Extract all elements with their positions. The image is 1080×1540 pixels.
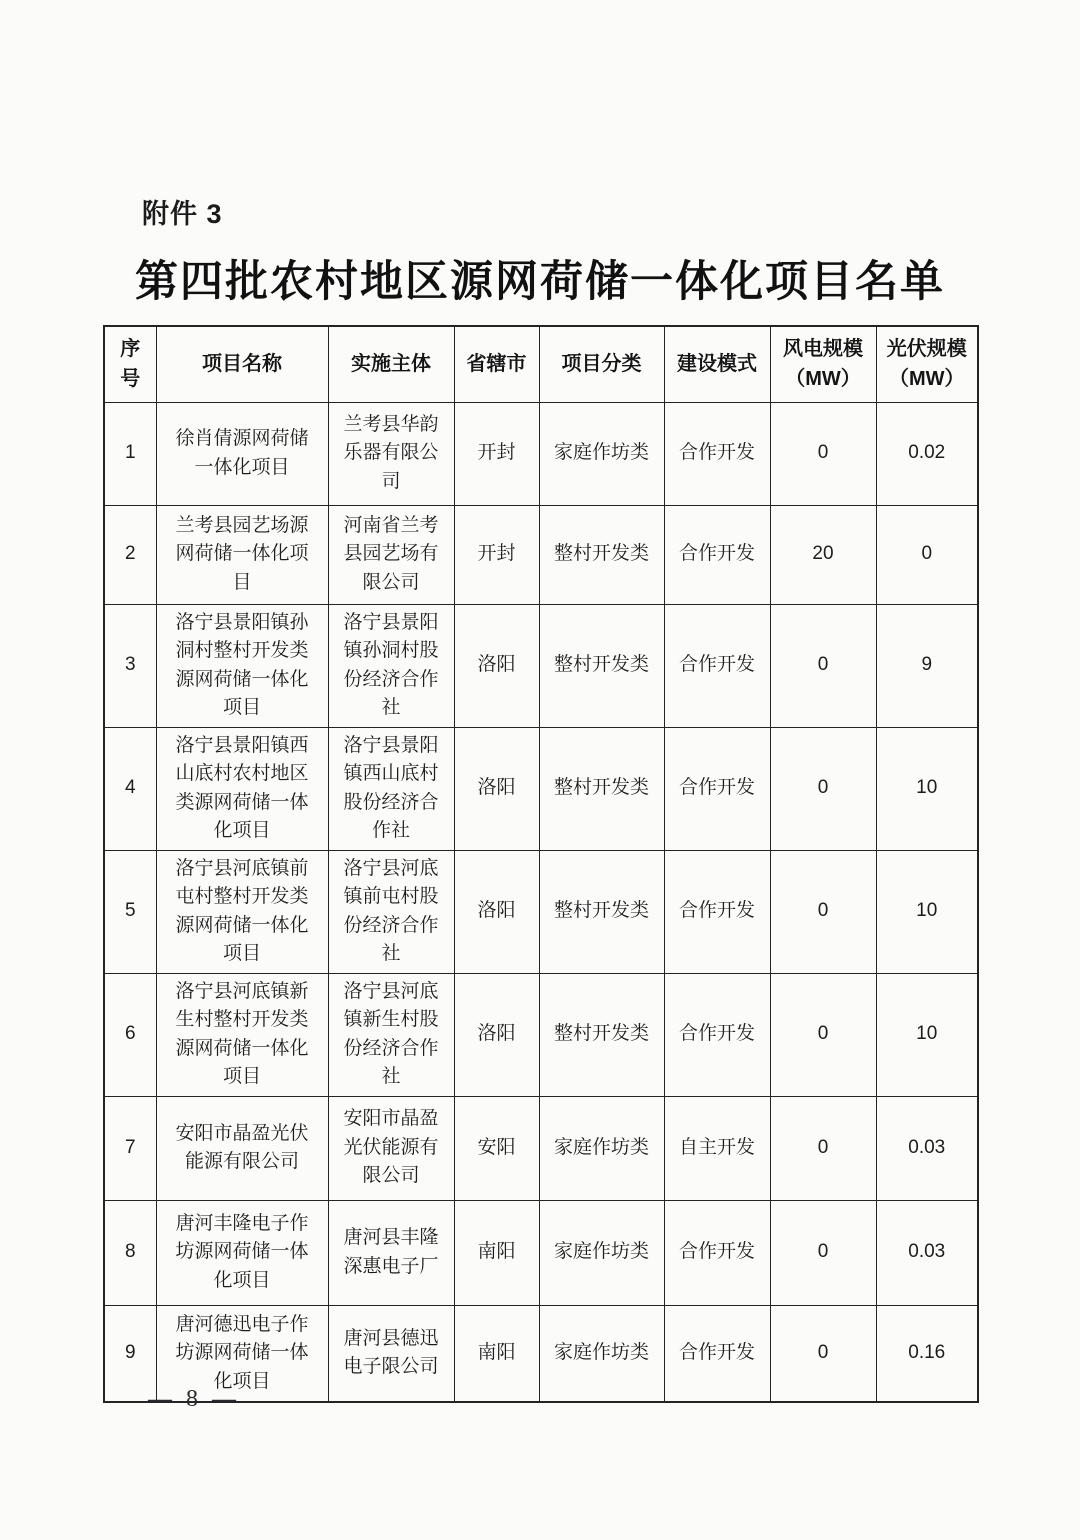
column-header-city: 省辖市 (454, 326, 539, 402)
cell-pv-scale: 0 (876, 505, 978, 604)
table-row (104, 1200, 978, 1305)
cell-wind-scale: 0 (770, 1305, 876, 1402)
cell-construction-mode: 合作开发 (664, 604, 770, 727)
cell-pv-scale: 10 (876, 727, 978, 850)
cell-project-category: 整村开发类 (539, 973, 664, 1096)
column-header-pv-scale: 光伏规模 （MW） (876, 326, 978, 402)
cell-project-category: 家庭作坊类 (539, 1305, 664, 1402)
column-header-wind-scale: 风电规模 （MW） (770, 326, 876, 402)
cell-project-name: 兰考县园艺场源网荷储一体化项目 (156, 505, 328, 604)
cell-wind-scale: 0 (770, 604, 876, 727)
cell-city: 安阳 (454, 1096, 539, 1200)
cell-city: 洛阳 (454, 727, 539, 850)
cell-pv-scale: 10 (876, 973, 978, 1096)
cell-construction-mode: 合作开发 (664, 505, 770, 604)
cell-index: 6 (104, 973, 156, 1096)
cell-city: 南阳 (454, 1200, 539, 1305)
cell-city: 洛阳 (454, 973, 539, 1096)
cell-construction-mode: 合作开发 (664, 973, 770, 1096)
attachment-label: 附件 3 (142, 199, 223, 229)
cell-index: 8 (104, 1200, 156, 1305)
column-header-implementing-entity: 实施主体 (328, 326, 454, 402)
cell-city: 开封 (454, 505, 539, 604)
cell-project-category: 整村开发类 (539, 505, 664, 604)
column-header-construction-mode: 建设模式 (664, 326, 770, 402)
cell-wind-scale: 0 (770, 1096, 876, 1200)
cell-pv-scale: 10 (876, 850, 978, 973)
cell-project-name: 唐河德迅电子作坊源网荷储一体化项目 (156, 1305, 328, 1402)
cell-project-category: 家庭作坊类 (539, 1096, 664, 1200)
cell-pv-scale: 0.03 (876, 1096, 978, 1200)
cell-project-category: 家庭作坊类 (539, 1200, 664, 1305)
cell-implementing-entity: 唐河县丰隆深惠电子厂 (328, 1200, 454, 1305)
cell-wind-scale: 0 (770, 402, 876, 505)
cell-wind-scale: 0 (770, 973, 876, 1096)
cell-construction-mode: 自主开发 (664, 1096, 770, 1200)
cell-wind-scale: 0 (770, 1200, 876, 1305)
table-row (104, 402, 978, 505)
table-row (104, 1096, 978, 1200)
cell-index: 4 (104, 727, 156, 850)
cell-index: 2 (104, 505, 156, 604)
cell-wind-scale: 0 (770, 727, 876, 850)
cell-wind-scale: 20 (770, 505, 876, 604)
cell-project-name: 洛宁县河底镇前屯村整村开发类源网荷储一体化项目 (156, 850, 328, 973)
cell-pv-scale: 9 (876, 604, 978, 727)
table-row (104, 505, 978, 604)
cell-implementing-entity: 洛宁县河底镇前屯村股份经济合作社 (328, 850, 454, 973)
page-number: — 8 — (148, 1386, 240, 1412)
cell-index: 7 (104, 1096, 156, 1200)
cell-pv-scale: 0.02 (876, 402, 978, 505)
table-row (104, 727, 978, 850)
cell-implementing-entity: 洛宁县河底镇新生村股份经济合作社 (328, 973, 454, 1096)
cell-index: 5 (104, 850, 156, 973)
document-title: 第四批农村地区源网荷储一体化项目名单 (135, 258, 945, 306)
table-row (104, 973, 978, 1096)
table-row (104, 850, 978, 973)
cell-wind-scale: 0 (770, 850, 876, 973)
table-row (104, 604, 978, 727)
cell-pv-scale: 0.16 (876, 1305, 978, 1402)
cell-project-category: 整村开发类 (539, 604, 664, 727)
cell-index: 9 (104, 1305, 156, 1402)
cell-implementing-entity: 安阳市晶盈光伏能源有限公司 (328, 1096, 454, 1200)
cell-project-name: 洛宁县景阳镇孙洞村整村开发类源网荷储一体化项目 (156, 604, 328, 727)
cell-implementing-entity: 兰考县华韵乐器有限公司 (328, 402, 454, 505)
projects-table (103, 325, 979, 1403)
cell-project-category: 整村开发类 (539, 850, 664, 973)
cell-implementing-entity: 河南省兰考县园艺场有限公司 (328, 505, 454, 604)
cell-construction-mode: 合作开发 (664, 402, 770, 505)
cell-index: 3 (104, 604, 156, 727)
cell-city: 洛阳 (454, 850, 539, 973)
cell-implementing-entity: 洛宁县景阳镇孙洞村股份经济合作社 (328, 604, 454, 727)
cell-construction-mode: 合作开发 (664, 850, 770, 973)
column-header-index: 序 号 (104, 326, 156, 402)
cell-project-name: 洛宁县河底镇新生村整村开发类源网荷储一体化项目 (156, 973, 328, 1096)
cell-city: 洛阳 (454, 604, 539, 727)
cell-project-category: 整村开发类 (539, 727, 664, 850)
cell-city: 南阳 (454, 1305, 539, 1402)
cell-implementing-entity: 唐河县德迅电子限公司 (328, 1305, 454, 1402)
cell-implementing-entity: 洛宁县景阳镇西山底村股份经济合作社 (328, 727, 454, 850)
cell-project-category: 家庭作坊类 (539, 402, 664, 505)
cell-project-name: 洛宁县景阳镇西山底村农村地区类源网荷储一体化项目 (156, 727, 328, 850)
cell-index: 1 (104, 402, 156, 505)
column-header-project-category: 项目分类 (539, 326, 664, 402)
cell-project-name: 唐河丰隆电子作坊源网荷储一体化项目 (156, 1200, 328, 1305)
header-row (104, 326, 978, 402)
cell-pv-scale: 0.03 (876, 1200, 978, 1305)
cell-project-name: 安阳市晶盈光伏能源有限公司 (156, 1096, 328, 1200)
cell-construction-mode: 合作开发 (664, 1200, 770, 1305)
cell-city: 开封 (454, 402, 539, 505)
cell-project-name: 徐肖倩源网荷储一体化项目 (156, 402, 328, 505)
column-header-project-name: 项目名称 (156, 326, 328, 402)
cell-construction-mode: 合作开发 (664, 727, 770, 850)
cell-construction-mode: 合作开发 (664, 1305, 770, 1402)
